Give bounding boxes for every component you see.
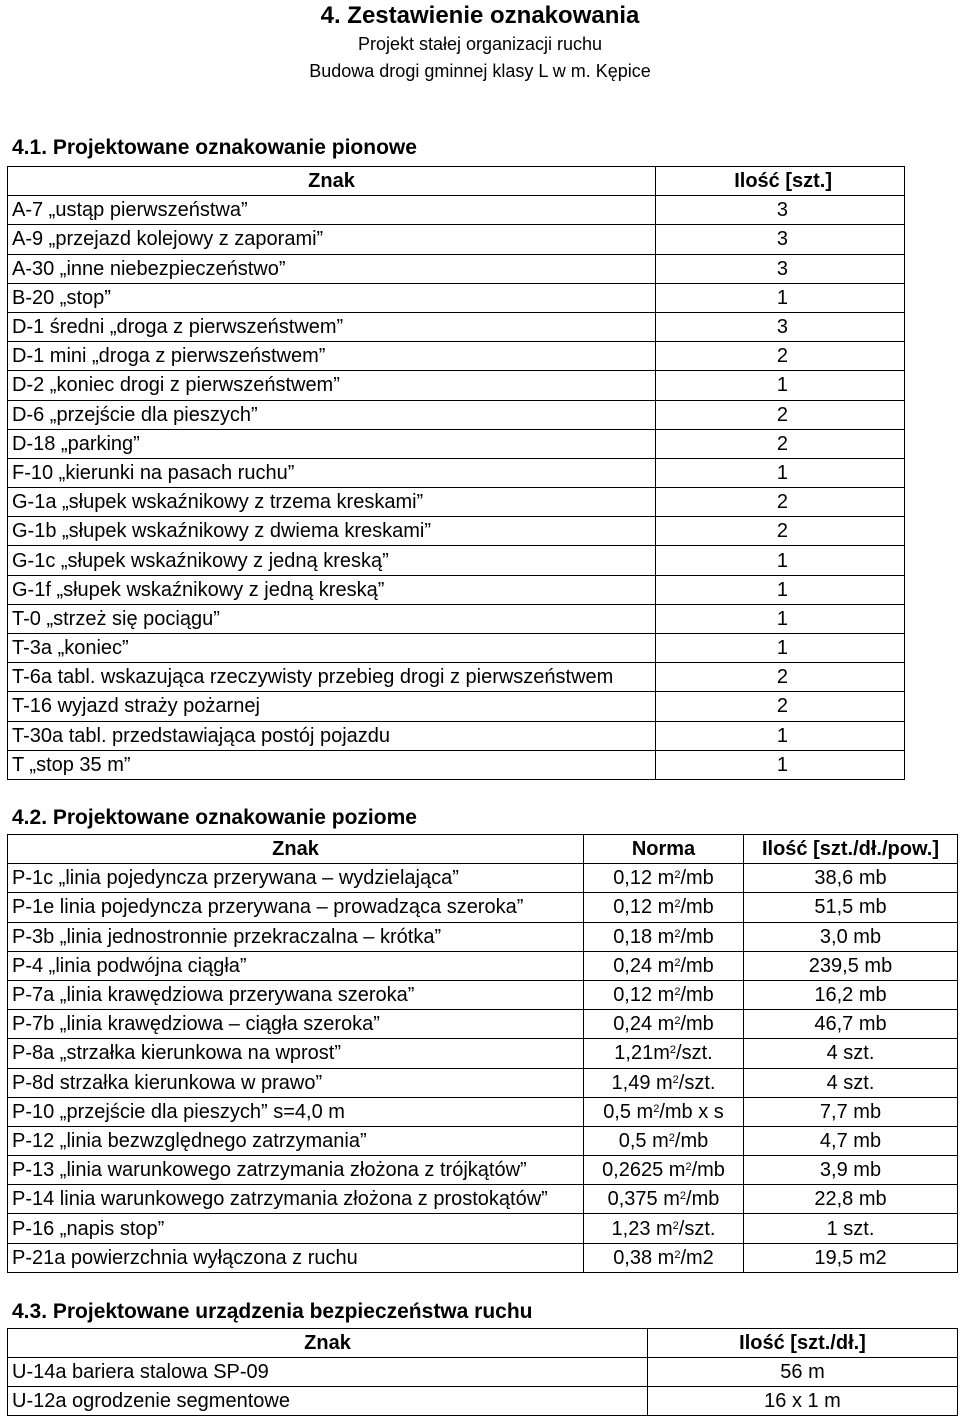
column-header-sign: Znak <box>8 835 584 864</box>
sign-name-cell: D-6 „przejście dla pieszych” <box>8 400 656 429</box>
quantity-cell: 2 <box>656 517 905 546</box>
sign-name-cell: P-7b „linia krawędziowa – ciągła szeroka” <box>8 1010 584 1039</box>
norm-unit: /mb <box>680 1013 714 1036</box>
sign-name-cell: G-1a „słupek wskaźnikowy z trzema kreskami” <box>8 488 656 517</box>
norm-unit: /szt. <box>678 1071 716 1094</box>
table-header-row <box>8 1329 958 1358</box>
norm-cell <box>584 893 744 922</box>
column-header-quantity: Ilość [szt./dł.] <box>648 1329 958 1358</box>
norm-cell <box>584 1097 744 1126</box>
quantity-cell: 51,5 mb <box>744 893 958 922</box>
quantity-cell: 4 szt. <box>744 1068 958 1097</box>
norm-unit: /m2 <box>680 1246 714 1269</box>
norm-exponent: 2 <box>672 1073 679 1086</box>
quantity-cell: 1 <box>656 634 905 663</box>
table-row <box>8 980 958 1009</box>
quantity-cell: 19,5 m2 <box>744 1243 958 1272</box>
norm-unit: /mb <box>680 867 714 890</box>
quantity-cell: 2 <box>656 692 905 721</box>
quantity-cell: 2 <box>656 400 905 429</box>
norm-exponent: 2 <box>679 1190 687 1203</box>
quantity-cell: 56 m <box>648 1358 958 1387</box>
table-row <box>8 1068 958 1097</box>
norm-cell <box>584 951 744 980</box>
sign-name-cell: T-16 wyjazd straży pożarnej <box>8 692 656 721</box>
table-row <box>8 575 905 604</box>
quantity-cell: 4 szt. <box>744 1039 958 1068</box>
table-row <box>8 922 958 951</box>
norm-exponent: 2 <box>674 927 681 940</box>
norm-exponent: 2 <box>674 1015 681 1028</box>
quantity-cell: 16,2 mb <box>744 980 958 1009</box>
norm-unit: /szt. <box>678 1217 716 1240</box>
sign-name-cell: D-18 „parking” <box>8 429 656 458</box>
table-row <box>8 458 905 487</box>
table-row <box>8 488 905 517</box>
section-heading-horizontal-markings: 4.2. Projektowane oznakowanie poziome <box>12 806 417 829</box>
norm-exponent: 2 <box>674 898 681 911</box>
norm-value: 0,38 m <box>613 1246 675 1269</box>
quantity-cell: 3,0 mb <box>744 922 958 951</box>
sign-name-cell: A-9 „przejazd kolejowy z zaporami” <box>8 225 656 254</box>
device-name-cell: U-14a bariera stalowa SP-09 <box>8 1358 648 1387</box>
norm-exponent: 2 <box>674 956 681 969</box>
norm-value: 0,18 m <box>613 925 675 948</box>
norm-value: 0,12 m <box>613 984 675 1007</box>
norm-cell <box>584 1156 744 1185</box>
table-row <box>8 254 905 283</box>
quantity-cell: 239,5 mb <box>744 951 958 980</box>
table-row <box>8 750 905 779</box>
document-subtitle-construction: Budowa drogi gminnej klasy L w m. Kępice <box>309 61 651 81</box>
table-row <box>8 1214 958 1243</box>
section-heading-vertical-signs: 4.1. Projektowane oznakowanie pionowe <box>12 136 417 159</box>
quantity-cell: 1 szt. <box>744 1214 958 1243</box>
sign-name-cell: G-1c „słupek wskaźnikowy z jedną kreską” <box>8 546 656 575</box>
quantity-cell: 2 <box>656 488 905 517</box>
norm-exponent: 2 <box>674 1248 681 1261</box>
norm-value: 0,24 m <box>613 1013 675 1036</box>
sign-name-cell: D-2 „koniec drogi z pierwszeństwem” <box>8 371 656 400</box>
quantity-cell: 7,7 mb <box>744 1097 958 1126</box>
column-header-sign: Znak <box>8 1329 648 1358</box>
sign-name-cell: P-7a „linia krawędziowa przerywana szeroka” <box>8 980 584 1009</box>
norm-cell <box>584 1214 744 1243</box>
quantity-cell: 3 <box>656 196 905 225</box>
section-heading-safety-devices: 4.3. Projektowane urządzenia bezpieczeństwa ruchu <box>12 1300 533 1323</box>
quantity-cell: 1 <box>656 546 905 575</box>
sign-name-cell: P-16 „napis stop” <box>8 1214 584 1243</box>
table-row <box>8 893 958 922</box>
sign-name-cell: P-8d strzałka kierunkowa w prawo” <box>8 1068 584 1097</box>
norm-exponent: 2 <box>672 1219 679 1232</box>
quantity-cell: 1 <box>656 371 905 400</box>
sign-name-cell: P-21a powierzchnia wyłączona z ruchu <box>8 1243 584 1272</box>
norm-unit: /mb <box>691 1159 725 1182</box>
quantity-cell: 1 <box>656 721 905 750</box>
table-row <box>8 1156 958 1185</box>
quantity-cell: 1 <box>656 750 905 779</box>
quantity-cell: 46,7 mb <box>744 1010 958 1039</box>
sign-name-cell: T-30a tabl. przedstawiająca postój pojazdu <box>8 721 656 750</box>
sign-name-cell: D-1 mini „droga z pierwszeństwem” <box>8 342 656 371</box>
norm-cell <box>584 1126 744 1155</box>
column-header-quantity: Ilość [szt./dł./pow.] <box>744 835 958 864</box>
norm-value: 0,375 m <box>607 1188 680 1211</box>
table-row <box>8 1358 958 1387</box>
sign-name-cell: P-8a „strzałka kierunkowa na wprost” <box>8 1039 584 1068</box>
column-header-sign: Znak <box>8 167 656 196</box>
table-row <box>8 692 905 721</box>
table-row <box>8 1010 958 1039</box>
sign-name-cell: P-1c „linia pojedyncza przerywana – wydzielająca” <box>8 864 584 893</box>
norm-exponent: 2 <box>668 1131 675 1144</box>
table-row <box>8 283 905 312</box>
sign-name-cell: T-3a „koniec” <box>8 634 656 663</box>
document-title: 4. Zestawienie oznakowania <box>320 2 640 29</box>
quantity-cell: 16 x 1 m <box>648 1387 958 1416</box>
quantity-cell: 2 <box>656 663 905 692</box>
table-row <box>8 864 958 893</box>
norm-unit: /mb <box>680 896 714 919</box>
quantity-cell: 2 <box>656 429 905 458</box>
table-row <box>8 400 905 429</box>
norm-value: 0,5 m <box>603 1100 654 1123</box>
norm-unit: /mb <box>680 954 714 977</box>
table-row <box>8 1185 958 1214</box>
table-row <box>8 1097 958 1126</box>
sign-name-cell: P-12 „linia bezwzględnego zatrzymania” <box>8 1126 584 1155</box>
quantity-cell: 3 <box>656 312 905 341</box>
quantity-cell: 1 <box>656 575 905 604</box>
norm-exponent: 2 <box>685 1161 692 1174</box>
norm-cell <box>584 1039 744 1068</box>
norm-value: 0,2625 m <box>602 1159 686 1182</box>
norm-value: 0,12 m <box>613 896 675 919</box>
norm-exponent: 2 <box>674 986 681 999</box>
norm-cell <box>584 1068 744 1097</box>
table-row <box>8 342 905 371</box>
table-row <box>8 663 905 692</box>
table-row <box>8 312 905 341</box>
table-row <box>8 951 958 980</box>
table-row <box>8 225 905 254</box>
table-header-row <box>8 167 905 196</box>
norm-unit: /mb x s <box>659 1100 724 1123</box>
sign-name-cell: B-20 „stop” <box>8 283 656 312</box>
table-row <box>8 721 905 750</box>
column-header-norm: Norma <box>584 835 744 864</box>
sign-name-cell: F-10 „kierunki na pasach ruchu” <box>8 458 656 487</box>
sign-name-cell: P-14 linia warunkowego zatrzymania złożona z prostokątów” <box>8 1185 584 1214</box>
norm-cell <box>584 1243 744 1272</box>
quantity-cell: 1 <box>656 458 905 487</box>
norm-value: 0,12 m <box>613 867 675 890</box>
table-row <box>8 196 905 225</box>
norm-value: 0,5 m <box>618 1129 669 1152</box>
sign-name-cell: P-1e linia pojedyncza przerywana – prowadząca szeroka” <box>8 893 584 922</box>
norm-unit: /mb <box>686 1188 720 1211</box>
device-name-cell: U-12a ogrodzenie segmentowe <box>8 1387 648 1416</box>
quantity-cell: 3 <box>656 254 905 283</box>
sign-name-cell: P-10 „przejście dla pieszych” s=4,0 m <box>8 1097 584 1126</box>
table-row <box>8 517 905 546</box>
safety-devices-table <box>7 1328 958 1416</box>
sign-name-cell: T-0 „strzeż się pociągu” <box>8 604 656 633</box>
table-row <box>8 1039 958 1068</box>
sign-name-cell: G-1f „słupek wskaźnikowy z jedną kreską” <box>8 575 656 604</box>
norm-value: 1,49 m <box>611 1071 673 1094</box>
quantity-cell: 1 <box>656 283 905 312</box>
sign-name-cell: G-1b „słupek wskaźnikowy z dwiema kreskami” <box>8 517 656 546</box>
quantity-cell: 3,9 mb <box>744 1156 958 1185</box>
norm-exponent: 2 <box>653 1102 660 1115</box>
norm-unit: /mb <box>680 925 714 948</box>
norm-exponent: 2 <box>674 869 681 882</box>
norm-cell <box>584 1185 744 1214</box>
quantity-cell: 2 <box>656 342 905 371</box>
quantity-cell: 22,8 mb <box>744 1185 958 1214</box>
table-header-row <box>8 835 958 864</box>
table-row <box>8 634 905 663</box>
quantity-cell: 38,6 mb <box>744 864 958 893</box>
sign-name-cell: P-4 „linia podwójna ciągła” <box>8 951 584 980</box>
table-row <box>8 371 905 400</box>
quantity-cell: 3 <box>656 225 905 254</box>
sign-name-cell: P-13 „linia warunkowego zatrzymania złożona z trójkątów” <box>8 1156 584 1185</box>
vertical-signs-table <box>7 166 905 780</box>
norm-unit: /mb <box>680 984 714 1007</box>
sign-name-cell: D-1 średni „droga z pierwszeństwem” <box>8 312 656 341</box>
sign-name-cell: A-30 „inne niebezpieczeństwo” <box>8 254 656 283</box>
sign-name-cell: P-3b „linia jednostronnie przekraczalna – krótka” <box>8 922 584 951</box>
table-row <box>8 1126 958 1155</box>
sign-name-cell: T-6a tabl. wskazująca rzeczywisty przebieg drogi z pierwszeństwem <box>8 663 656 692</box>
norm-exponent: 2 <box>669 1044 677 1057</box>
norm-value: 0,24 m <box>613 954 675 977</box>
sign-name-cell: A-7 „ustąp pierwszeństwa” <box>8 196 656 225</box>
norm-cell <box>584 922 744 951</box>
sign-name-cell: T „stop 35 m” <box>8 750 656 779</box>
norm-unit: /mb <box>674 1129 709 1152</box>
table-row <box>8 1387 958 1416</box>
table-row <box>8 604 905 633</box>
table-row <box>8 546 905 575</box>
norm-cell <box>584 1010 744 1039</box>
table-row <box>8 429 905 458</box>
table-row <box>8 1243 958 1272</box>
quantity-cell: 4,7 mb <box>744 1126 958 1155</box>
norm-value: 1,23 m <box>611 1217 673 1240</box>
document-subtitle-project: Projekt stałej organizacji ruchu <box>357 34 603 54</box>
norm-cell <box>584 864 744 893</box>
horizontal-markings-table <box>7 834 958 1273</box>
column-header-quantity: Ilość [szt.] <box>656 167 905 196</box>
norm-value: 1,21m <box>614 1042 670 1065</box>
norm-unit: /szt. <box>676 1042 713 1065</box>
norm-cell <box>584 980 744 1009</box>
quantity-cell: 1 <box>656 604 905 633</box>
